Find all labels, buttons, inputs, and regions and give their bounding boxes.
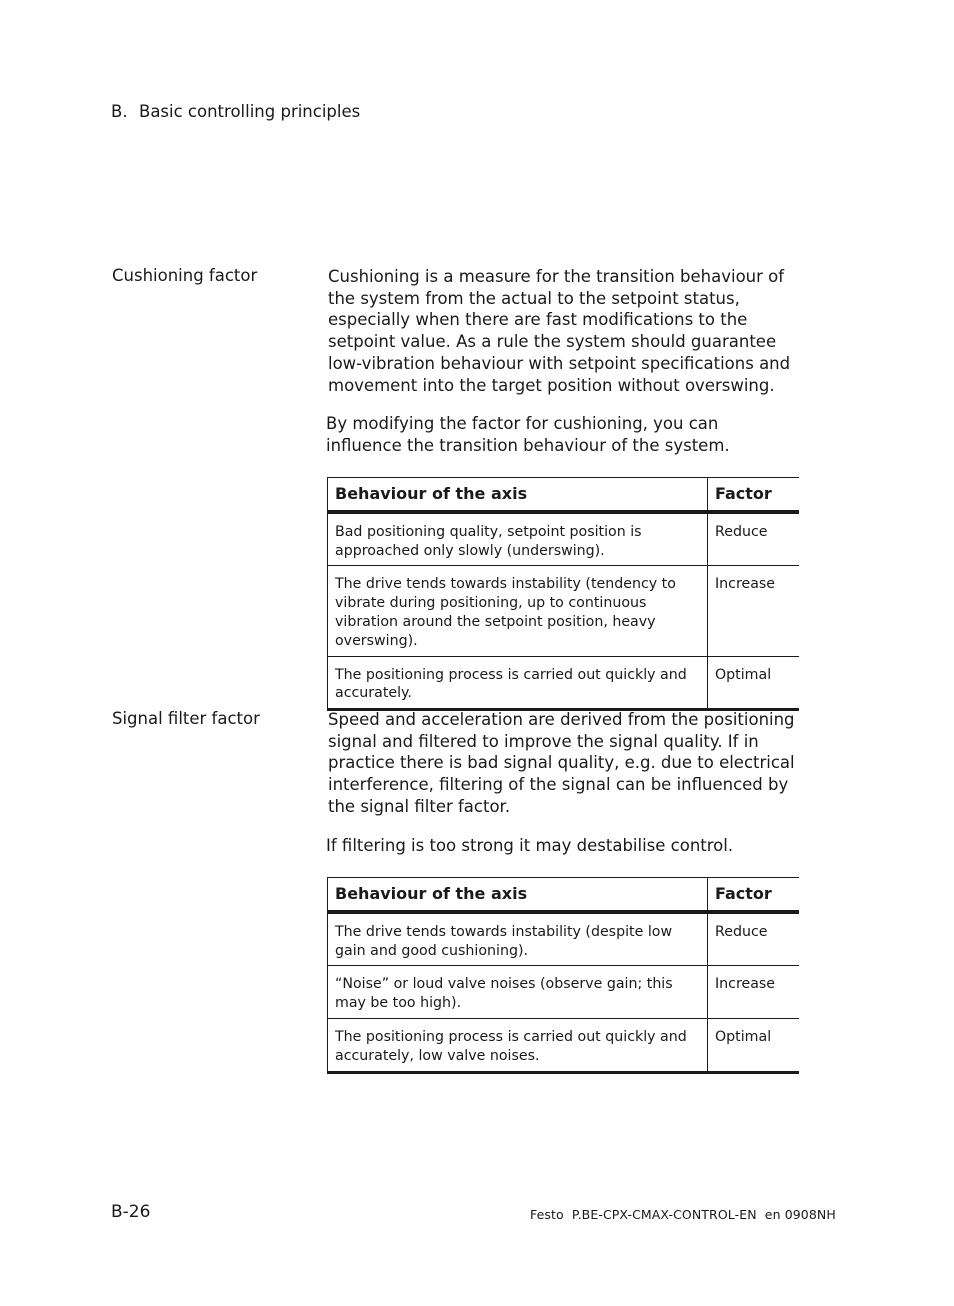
chapter-title: Basic controlling principles bbox=[139, 102, 361, 121]
column-header-factor: Factor bbox=[708, 478, 800, 512]
column-header-factor: Factor bbox=[708, 878, 800, 912]
column-header-behaviour: Behaviour of the axis bbox=[328, 878, 708, 912]
behaviour-cell: “Noise” or loud valve noises (observe gain; this may be too high). bbox=[328, 966, 708, 1019]
table-header-row bbox=[328, 478, 800, 512]
table-header-row bbox=[328, 878, 800, 912]
chapter-number: B. bbox=[111, 102, 128, 121]
behaviour-cell: The drive tends towards instability (despite low gain and good cushioning). bbox=[328, 912, 708, 966]
behaviour-cell: Bad positioning quality, setpoint position is approached only slowly (underswing). bbox=[328, 512, 708, 566]
chapter-header bbox=[111, 102, 360, 121]
factor-cell: Reduce bbox=[708, 512, 800, 566]
cushioning-paragraph: Cushioning is a measure for the transition behaviour of the system from the actual to the setpoint status, especially when there are fast modifications to the setpoint value. As a rule the system should guarantee low-vibration behaviour with setpoint specifications and movement into the target position without overswing. bbox=[328, 267, 791, 395]
behaviour-cell: The positioning process is carried out quickly and accurately, low valve noises. bbox=[328, 1019, 708, 1073]
signal-filter-paragraph-2: If filtering is too strong it may destabilise control. bbox=[326, 836, 734, 855]
factor-cell: Increase bbox=[708, 566, 800, 656]
signal-filter-paragraph: Speed and acceleration are derived from the positioning signal and filtered to improve the signal quality. If in practice there is bad signal quality, e.g. due to electrical interference, filtering of the signal can be influenced by the signal filter factor. bbox=[328, 710, 795, 816]
table-row bbox=[328, 966, 800, 1019]
factor-cell: Optimal bbox=[708, 1019, 800, 1073]
page-number: B-26 bbox=[111, 1202, 151, 1222]
factor-cell: Optimal bbox=[708, 656, 800, 710]
column-header-behaviour: Behaviour of the axis bbox=[328, 478, 708, 512]
document-reference: Festo P.BE-CPX-CMAX-CONTROL-EN en 0908NH bbox=[530, 1207, 836, 1222]
behaviour-cell: The positioning process is carried out quickly and accurately. bbox=[328, 656, 708, 710]
section-label-cushioning: Cushioning factor bbox=[112, 266, 258, 285]
table-row bbox=[328, 566, 800, 656]
table-row bbox=[328, 1019, 800, 1073]
section-label-signal-filter: Signal filter factor bbox=[112, 709, 260, 728]
cushioning-table bbox=[327, 477, 799, 711]
table-row bbox=[328, 512, 800, 566]
signal-filter-table bbox=[327, 877, 799, 1074]
table-row bbox=[328, 912, 800, 966]
factor-cell: Increase bbox=[708, 966, 800, 1019]
factor-cell: Reduce bbox=[708, 912, 800, 966]
cushioning-paragraph-2: By modifying the factor for cushioning, you can influence the transition behaviour of the system. bbox=[326, 414, 730, 455]
behaviour-cell: The drive tends towards instability (tendency to vibrate during positioning, up to continuous vibration around the setpoint position, heavy overswing). bbox=[328, 566, 708, 656]
table-row bbox=[328, 656, 800, 710]
